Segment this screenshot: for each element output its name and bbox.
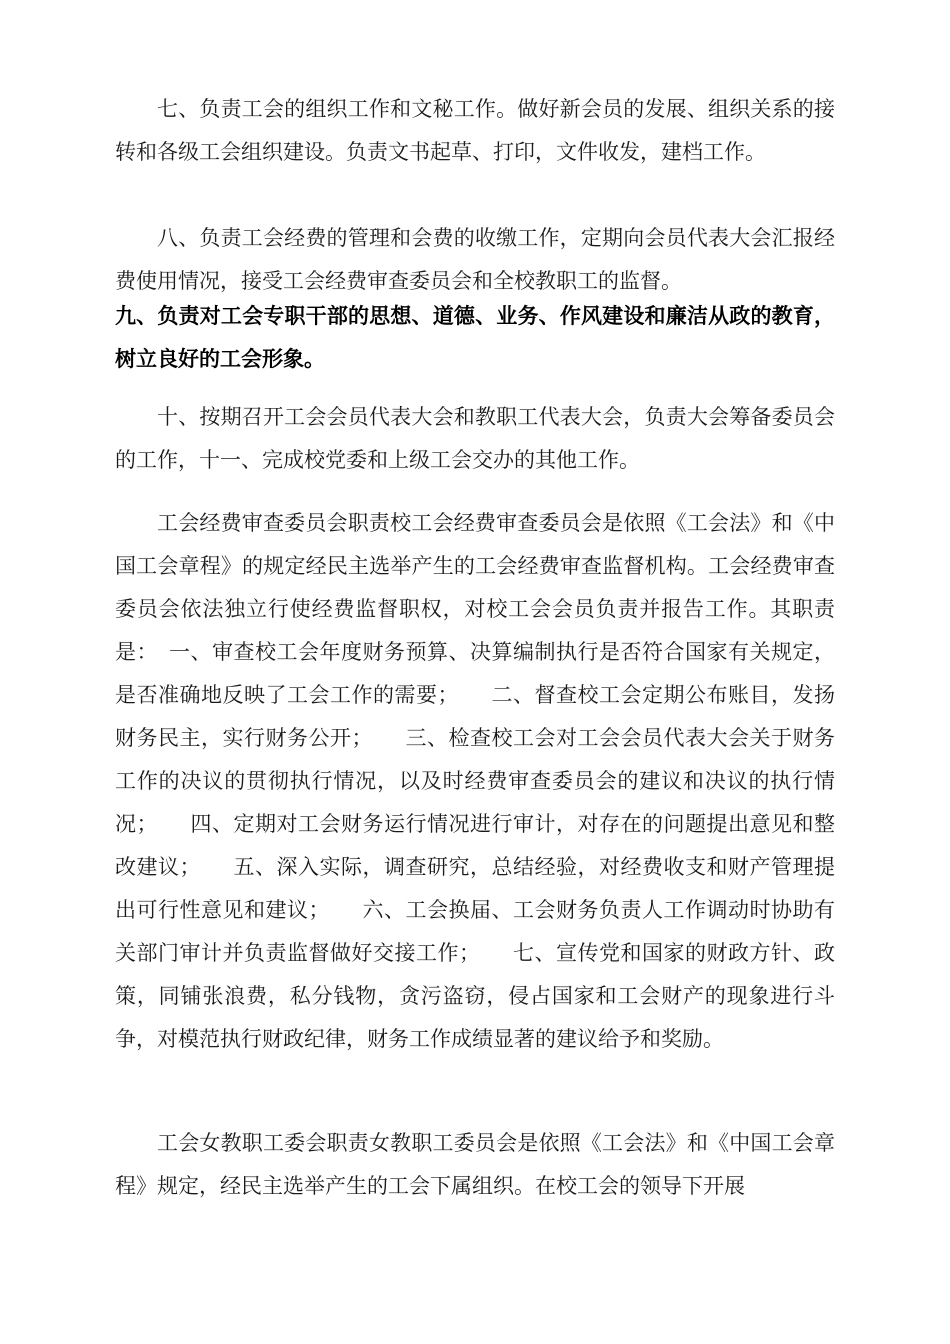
paragraph-audit-committee-duties: 工会经费审查委员会职责校工会经费审查委员会是依照《工会法》和《中国工会章程》的规定经民主选举产生的工会经费审查监督机构。工会经费审查委员会依法独立行使经费监督职权，对校工会会员负责并报告工作。其职责是： 一、审查校工会年度财务预算、决算编制执行是否符合国家有关规定，是否准确地反映了工会工作的需要； 二、督查校工会定期公布账目，发扬财务民主，实行财务公开； 三、检查校工会对工会会员代表大会关于财务工作的决议的贯彻执行情况，以及时经费审查委员会的建议和决议的执行情况； 四、定期对工会财务运行情况进行审计，对存在的问题提出意见和整改建议； 五、深入实际，调查研究，总结经验，对经费收支和财产管理提出可行性意见和建议； 六、工会换届、工会财务负责人工作调动时协助有关部门审计并负责监督做好交接工作； 七、宣传党和国家的财政方针、政策，同铺张浪费，私分钱物，贪污盗窃，侵占国家和工会财产的现象进行斗争，对模范执行财政纪律，财务工作成绩显著的建议给予和奖励。 xyxy=(115,511,835,1051)
paragraph-nine-cadre-education: 九、负责对工会专职干部的思想、道德、业务、作风建设和廉洁从政的教育，树立良好的工会形象。 xyxy=(115,304,835,371)
paragraph-ten-congress: 十、按期召开工会会员代表大会和教职工代表大会，负责大会筹备委员会的工作，十一、完成校党委和上级工会交办的其他工作。 xyxy=(115,405,835,472)
paragraph-eight-fund-management: 八、负责工会经费的管理和会费的收缴工作，定期向会员代表大会汇报经费使用情况，接受工会经费审查委员会和全校教职工的监督。 xyxy=(115,226,835,293)
paragraph-seven-organization-work: 七、负责工会的组织工作和文秘工作。做好新会员的发展、组织关系的接转和各级工会组织建设。负责文书起草、打印，文件收发，建档工作。 xyxy=(115,97,835,164)
paragraph-women-committee-duties: 工会女教职工委会职责女教职工委员会是依照《工会法》和《中国工会章程》规定，经民主选举产生的工会下属组织。在校工会的领导下开展 xyxy=(115,1131,835,1198)
